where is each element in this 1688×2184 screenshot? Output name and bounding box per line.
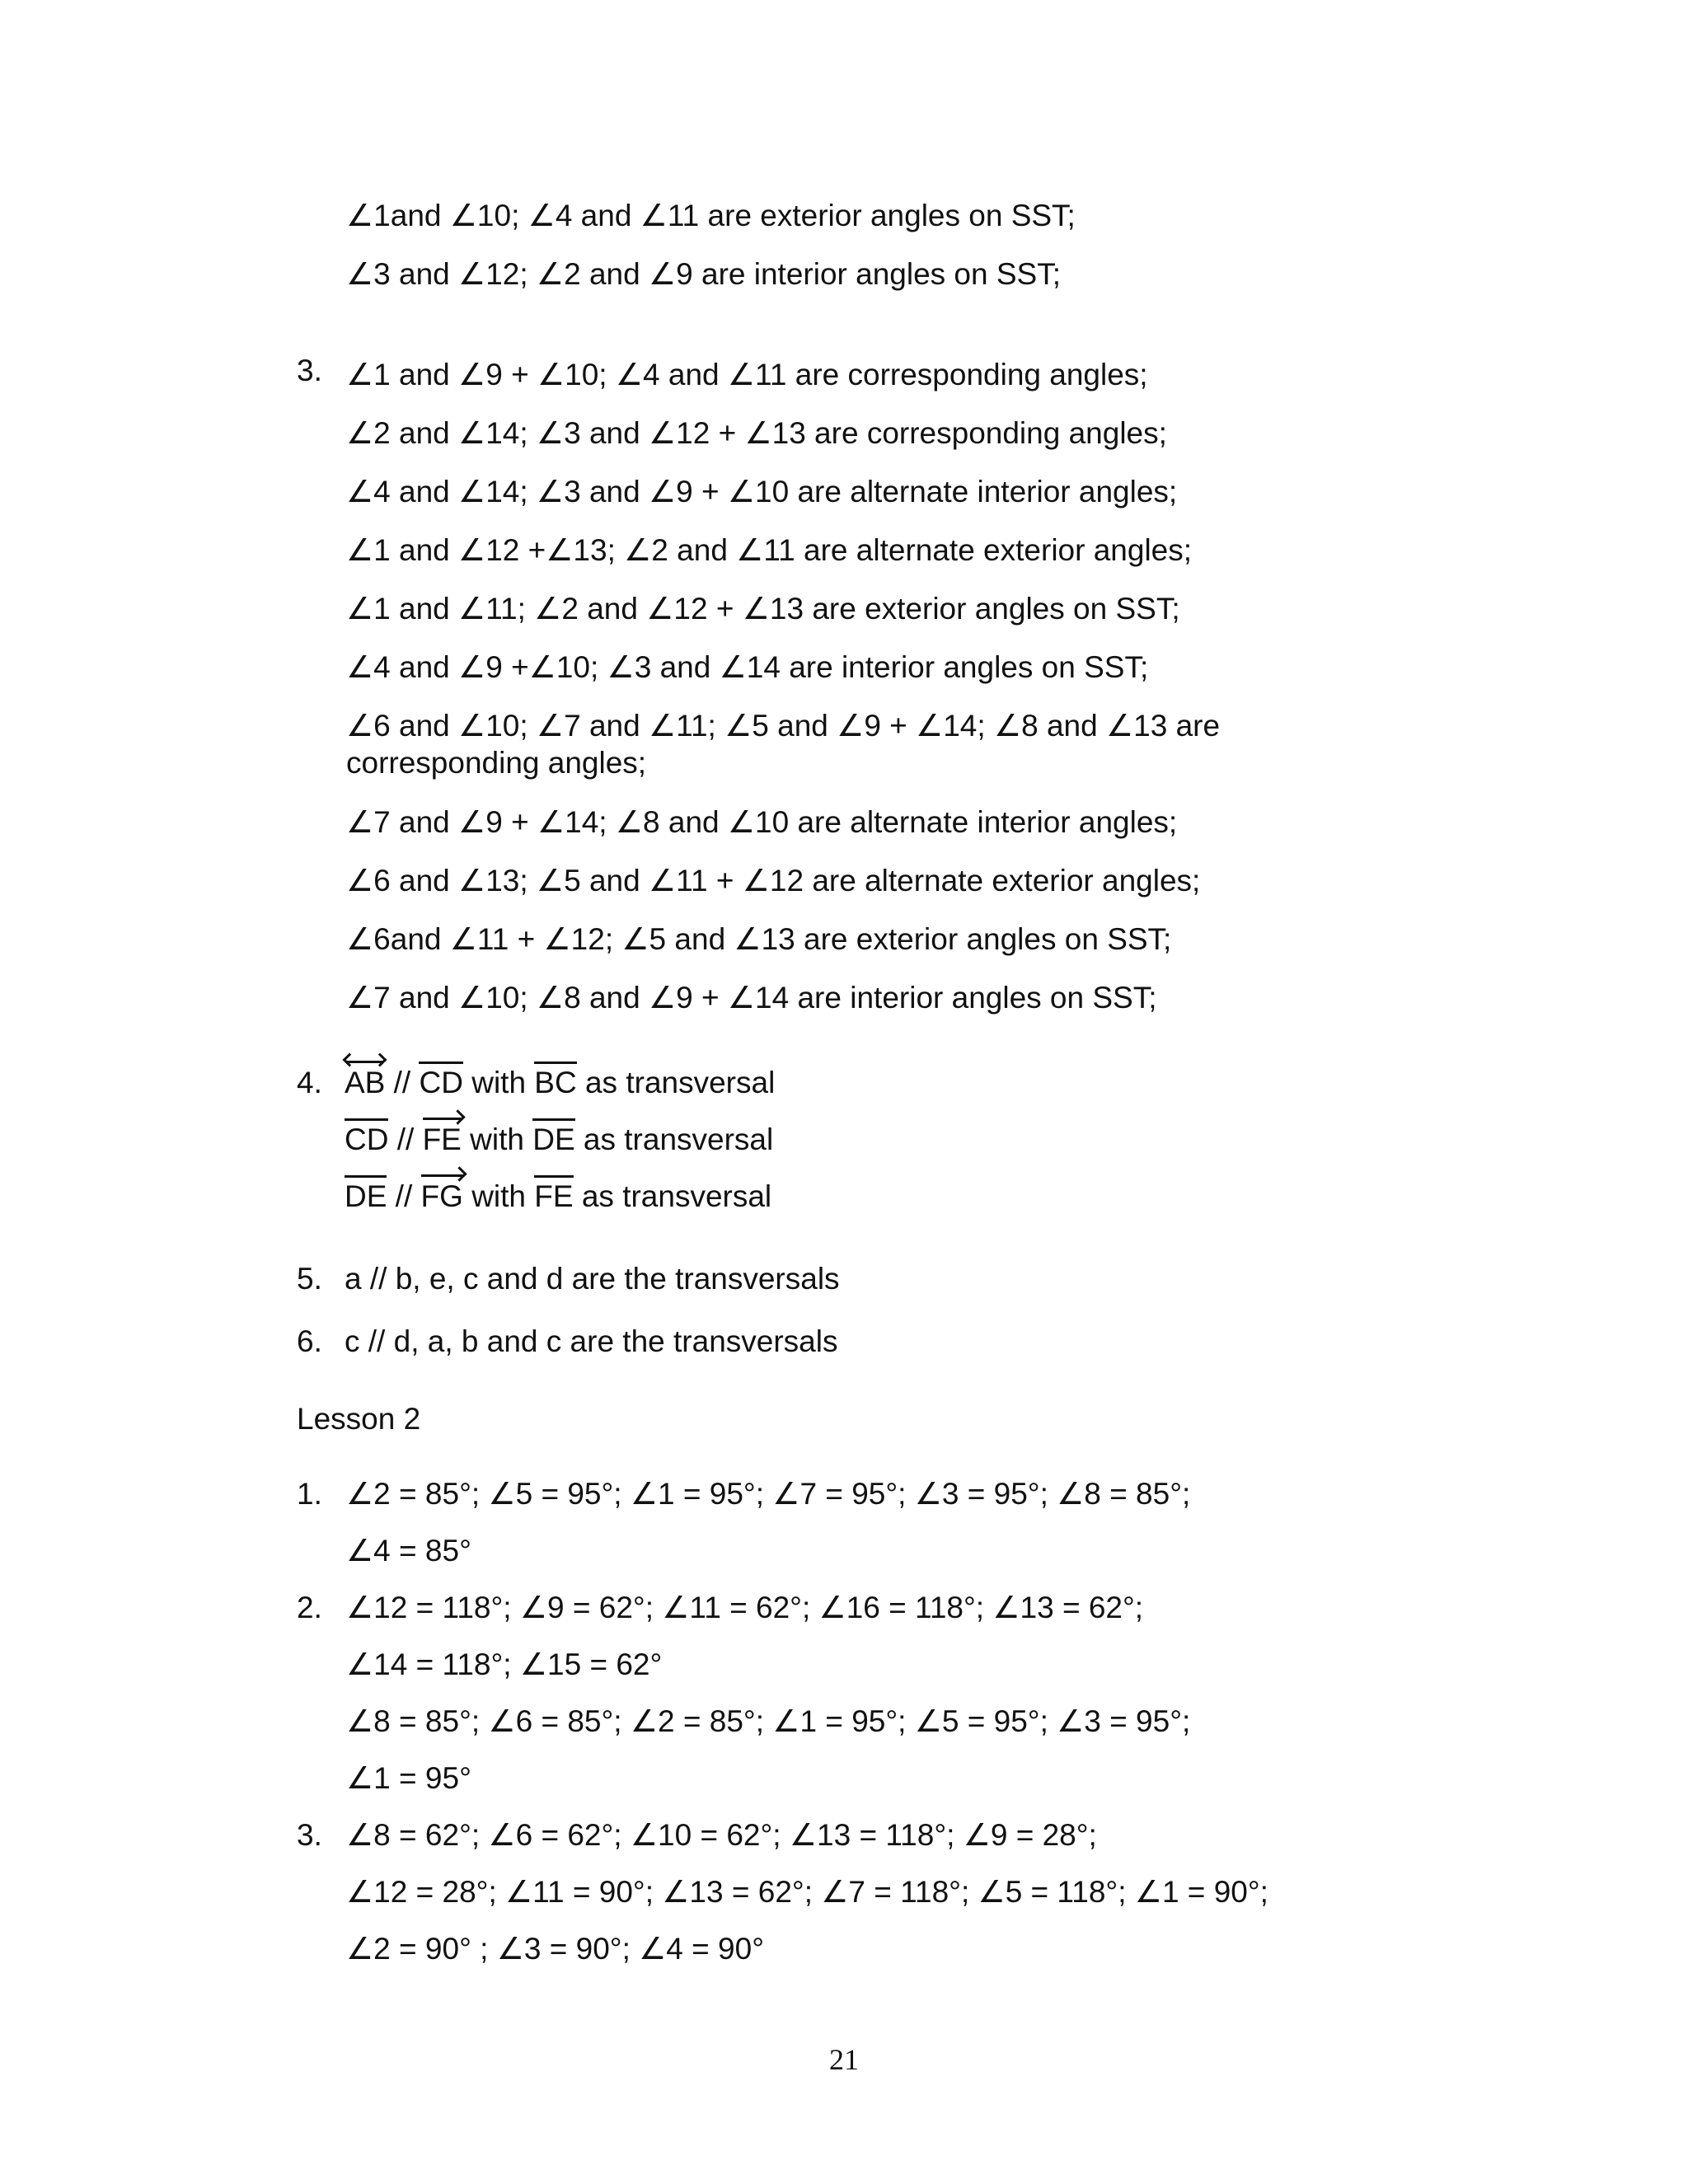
answer-line: ∠1 = 95° <box>346 1761 471 1795</box>
parallel-statement: CD // FE with DE as transversal <box>345 1122 774 1156</box>
answer-line: c // d, a, b and c are the transversals <box>345 1324 838 1358</box>
parallel-statement: AB // CD with BC as transversal <box>345 1065 775 1101</box>
segment-bc-notation: BC <box>534 1066 577 1099</box>
answer-line: a // b, e, c and d are the transversals <box>345 1262 840 1296</box>
item-number: 6. <box>297 1324 322 1358</box>
lesson-heading: Lesson 2 <box>297 1402 421 1436</box>
segment-de-notation: DE <box>532 1122 575 1156</box>
answer-line: corresponding angles; <box>346 746 647 780</box>
answer-line: ∠7 and ∠9 + ∠14; ∠8 and ∠10 are alternate interior angles; <box>346 805 1178 839</box>
answer-line: ∠14 = 118°; ∠15 = 62° <box>346 1647 663 1681</box>
answer-line: ∠3 and ∠12; ∠2 and ∠9 are interior angles on SST; <box>346 257 1062 291</box>
line-ab-notation: AB <box>345 1065 385 1101</box>
answer-line: ∠1 and ∠11; ∠2 and ∠12 + ∠13 are exterior angles on SST; <box>346 592 1180 626</box>
answer-line: ∠7 and ∠10; ∠8 and ∠9 + ∠14 are interior angles on SST; <box>346 981 1157 1015</box>
item-number: 2. <box>297 1591 322 1624</box>
segment-fe-notation: FE <box>534 1179 574 1213</box>
answer-line: ∠2 and ∠14; ∠3 and ∠12 + ∠13 are corresponding angles; <box>346 416 1167 450</box>
answer-line: ∠6 and ∠13; ∠5 and ∠11 + ∠12 are alternate exterior angles; <box>346 864 1201 898</box>
segment-cd-notation: CD <box>345 1122 389 1156</box>
item-number: 1. <box>297 1477 322 1511</box>
answer-line: ∠8 = 85°; ∠6 = 85°; ∠2 = 85°; ∠1 = 95°; ∠5 = 95°; ∠3 = 95°; <box>346 1704 1191 1738</box>
ray-fe-notation: FE <box>422 1122 462 1156</box>
page-number: 21 <box>829 2043 859 2076</box>
ray-fg-notation: FG <box>420 1179 463 1213</box>
parallel-statement: DE // FG with FE as transversal <box>345 1179 772 1213</box>
answer-line: ∠1 and ∠12 +∠13; ∠2 and ∠11 are alternate exterior angles; <box>346 533 1193 567</box>
answer-line: ∠2 = 90° ; ∠3 = 90°; ∠4 = 90° <box>346 1932 764 1966</box>
answer-line: ∠12 = 28°; ∠11 = 90°; ∠13 = 62°; ∠7 = 118°; ∠5 = 118°; ∠1 = 90°; <box>346 1875 1268 1909</box>
answer-line: ∠6 and ∠10; ∠7 and ∠11; ∠5 and ∠9 + ∠14; ∠8 and ∠13 are <box>346 709 1221 743</box>
answer-line: ∠2 = 85°; ∠5 = 95°; ∠1 = 95°; ∠7 = 95°; ∠3 = 95°; ∠8 = 85°; <box>346 1477 1191 1511</box>
item-number: 4. <box>297 1066 322 1099</box>
item-number: 3. <box>297 1818 322 1852</box>
answer-line: ∠1and ∠10; ∠4 and ∠11 are exterior angles on SST; <box>346 199 1076 232</box>
item-number: 3. <box>297 354 322 387</box>
answer-line: ∠4 and ∠14; ∠3 and ∠9 + ∠10 are alternate interior angles; <box>346 475 1178 509</box>
answer-line: ∠12 = 118°; ∠9 = 62°; ∠11 = 62°; ∠16 = 118°; ∠13 = 62°; <box>346 1591 1144 1624</box>
segment-cd-notation: CD <box>419 1066 463 1099</box>
answer-line: ∠4 = 85° <box>346 1534 471 1568</box>
answer-line: ∠6and ∠11 + ∠12; ∠5 and ∠13 are exterior angles on SST; <box>346 922 1172 956</box>
item-number: 5. <box>297 1262 322 1296</box>
answer-line: ∠8 = 62°; ∠6 = 62°; ∠10 = 62°; ∠13 = 118°; ∠9 = 28°; <box>346 1818 1097 1852</box>
answer-line: ∠1 and ∠9 + ∠10; ∠4 and ∠11 are corresponding angles; <box>346 358 1148 391</box>
segment-de-notation: DE <box>345 1179 387 1213</box>
answer-line: ∠4 and ∠9 +∠10; ∠3 and ∠14 are interior angles on SST; <box>346 650 1149 684</box>
